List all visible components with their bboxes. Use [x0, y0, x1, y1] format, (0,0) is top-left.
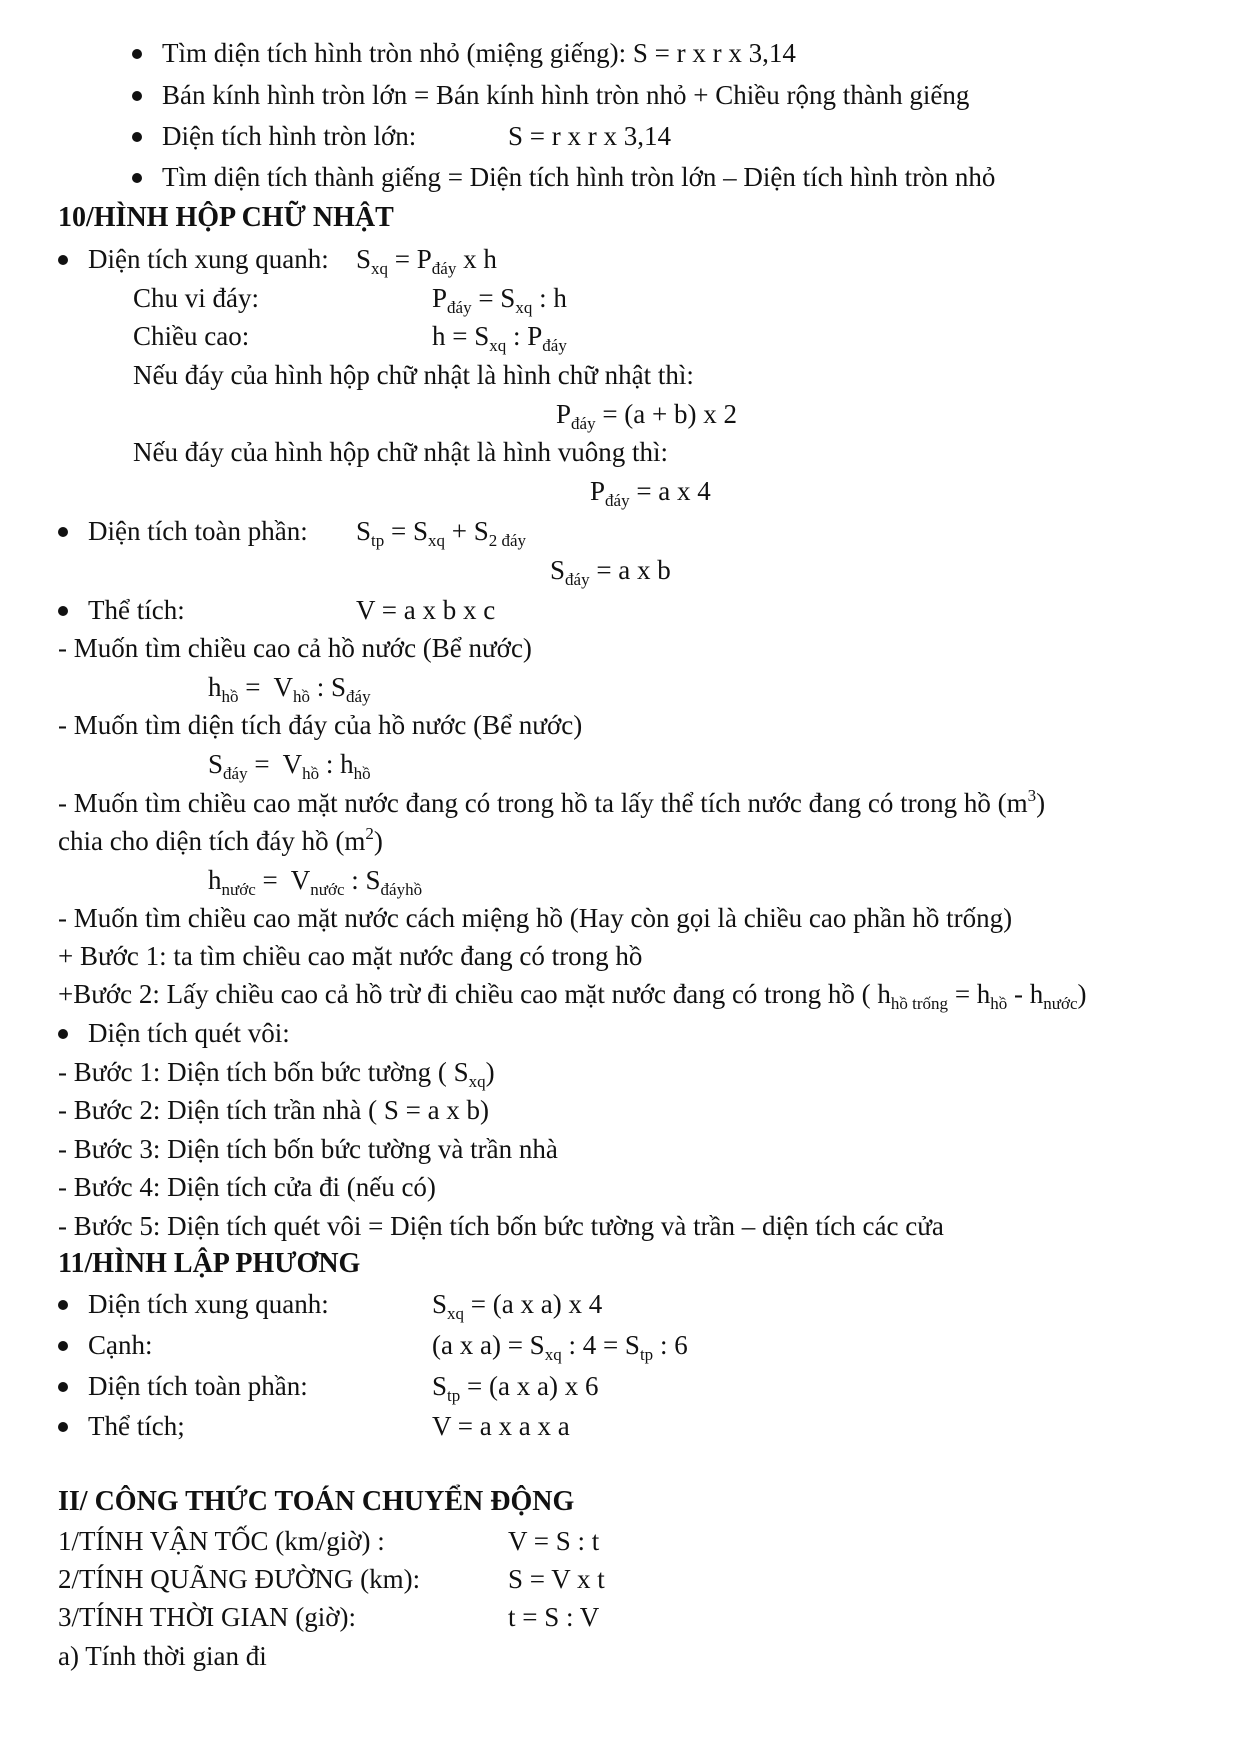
cube-stp-label: Diện tích toàn phần: — [88, 1371, 308, 1401]
well-wall-area: Tìm diện tích thành giếng = Diện tích hình tròn lớn – Diện tích hình tròn nhỏ — [162, 162, 996, 192]
box-paint3: - Bước 3: Diện tích bốn bức tường và trần nhà — [58, 1134, 558, 1164]
box-stp-label: Diện tích toàn phần: — [88, 516, 308, 546]
box-sxq-formula: $S_{xq} = P_{đáy}$ x h — [356, 244, 497, 278]
cube-edge-formula: (a x $a) = S_{xq}$ : $4 = S_{tp}$ : 6 — [432, 1330, 688, 1364]
box-sday-formula: $S_{đáy} = a$ x b — [550, 555, 671, 589]
box-paint5: - Bước 5: Diện tích quét vôi = Diện tích bốn bức tường và trần – diện tích các cửa — [58, 1211, 944, 1241]
box-tank-base-formula: $S_{đáy} = V_{hồ}$ : $h_{hồ}$ — [208, 749, 371, 783]
box-tank-base: - Muốn tìm diện tích đáy của hồ nước (Bể nước) — [58, 710, 583, 740]
box-gap-height: - Muốn tìm chiều cao mặt nước cách miệng hồ (Hay còn gọi là chiều cao phần hồ trống) — [58, 903, 1013, 933]
box-p-square: $P_{đáy} = a$ x 4 — [590, 476, 711, 510]
box-volume-formula: V = a x b x c — [356, 595, 496, 625]
box-step2: +Bước 2: Lấy chiều cao cả hồ trừ đi chiều cao mặt nước đang có trong hồ ( $h_{hồ trống} = h_{hồ} - h_{nước}$) — [58, 979, 1087, 1013]
box-height-label: Chiều cao: — [133, 321, 250, 351]
cube-sxq-formula: $S_{xq} = (a$ x a) x 4 — [432, 1289, 603, 1323]
box-p-rect: $P_{đáy} = (a + b)$ x 2 — [556, 399, 737, 433]
box-tank-height: - Muốn tìm chiều cao cả hồ nước (Bể nước) — [58, 633, 532, 663]
motion-distance-formula: S = V x t — [508, 1564, 605, 1594]
motion-time-label: 3/TÍNH THỜI GIAN (giờ): — [58, 1602, 356, 1632]
box-paint2: - Bước 2: Diện tích trần nhà ( S = a x b) — [58, 1095, 490, 1125]
box-step1: + Bước 1: ta tìm chiều cao mặt nước đang có trong hồ — [58, 941, 643, 971]
cube-heading: 11/HÌNH LẬP PHƯƠNG — [58, 1248, 361, 1279]
box-sxq-label: Diện tích xung quanh: — [88, 244, 329, 274]
cube-volume-formula: V = a x a x a — [432, 1411, 570, 1441]
box-if-square: Nếu đáy của hình hộp chữ nhật là hình vuông thì: — [133, 437, 669, 467]
box-volume-label: Thể tích: — [88, 595, 185, 625]
well-big-area: Diện tích hình tròn lớn: — [162, 121, 417, 151]
box-perimeter-formula: $P_{đáy} = S_{xq}$ : h — [432, 283, 567, 317]
well-big-area-formula: S = r x r x 3,14 — [508, 121, 671, 151]
well-big-radius: Bán kính hình tròn lớn = Bán kính hình tròn nhỏ + Chiều rộng thành giếng — [162, 80, 970, 110]
box-heading: 10/HÌNH HỘP CHỮ NHẬT — [58, 202, 394, 233]
motion-time-formula: t = S : V — [508, 1602, 600, 1632]
box-height-formula: $h = S_{xq}$ : $P_{đáy}$ — [432, 321, 567, 355]
cube-sxq-label: Diện tích xung quanh: — [88, 1289, 329, 1319]
box-perimeter-label: Chu vi đáy: — [133, 283, 259, 313]
well-small-area: Tìm diện tích hình tròn nhỏ (miệng giếng): S = r x r x 3,14 — [162, 38, 796, 68]
motion-speed-label: 1/TÍNH VẬN TỐC (km/giờ) : — [58, 1526, 385, 1556]
motion-a-label: a) Tính thời gian đi — [58, 1641, 267, 1671]
box-water-height-formula: $h_{nước} = V_{nước}$ : $S_{đáyhồ}$ — [208, 865, 423, 899]
box-water-height-2: chia cho diện tích đáy hồ $(m^2)$ — [58, 824, 383, 856]
box-water-height-1: - Muốn tìm chiều cao mặt nước đang có trong hồ ta lấy thể tích nước đang có trong hồ $(m^3)$ — [58, 786, 1046, 818]
box-paint1: - Bước 1: Diện tích bốn bức tường ( $S_{xq}$) — [58, 1057, 495, 1091]
box-tank-height-formula: $h_{hồ} = V_{hồ}$ : $S_{đáy}$ — [208, 672, 371, 706]
box-stp-formula: $S_{tp} = S_{xq} + S_{2 đáy}$ — [356, 516, 527, 550]
box-if-rect: Nếu đáy của hình hộp chữ nhật là hình chữ nhật thì: — [133, 360, 694, 390]
motion-speed-formula: V = S : t — [508, 1526, 600, 1556]
motion-heading: II/ CÔNG THỨC TOÁN CHUYỂN ĐỘNG — [58, 1486, 575, 1517]
cube-volume-label: Thể tích; — [88, 1411, 185, 1441]
motion-distance-label: 2/TÍNH QUÃNG ĐƯỜNG (km): — [58, 1564, 421, 1594]
cube-stp-formula: $S_{tp} = (a$ x a) x 6 — [432, 1371, 599, 1405]
cube-edge-label: Cạnh: — [88, 1330, 153, 1360]
box-paint4: - Bước 4: Diện tích cửa đi (nếu có) — [58, 1172, 436, 1202]
box-paint-label: Diện tích quét vôi: — [88, 1018, 290, 1048]
